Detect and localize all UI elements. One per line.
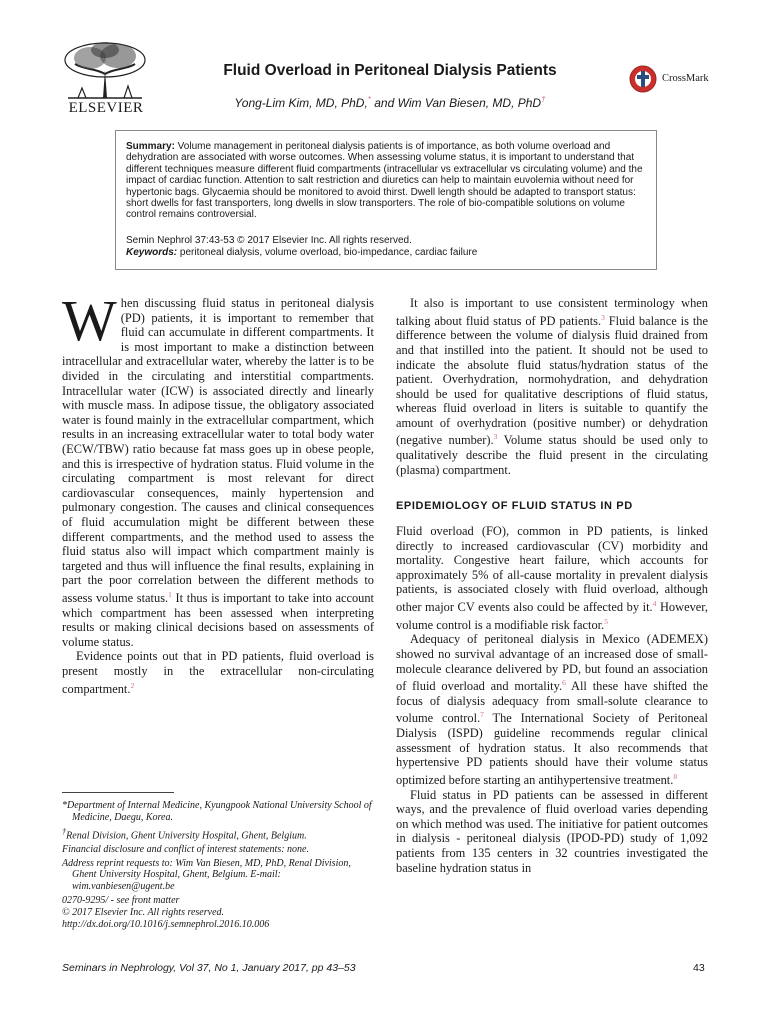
ademex-text: Adequacy of peritoneal dialysis in Mexico (ADEMEX) showed no survival advantage of an increased dose of small-molecule clearance delivered by PD, but found an association of fluid overload and mortality.	[396, 632, 708, 694]
footnote-mark: *	[62, 800, 67, 811]
citation-ref[interactable]: 8	[673, 771, 678, 781]
footnote-mark: †	[62, 826, 67, 836]
assessment-paragraph: Fluid status in PD patients can be assessed in different ways, and the prevalence of fluid overload varies depending on which method was used. The initiative for patient outcomes in dialysis - peritoneal dialysis (IPOD-PD) study of 1,092 patients from 135 centers in 32 countries investigated the baseline hydration status in	[396, 787, 708, 875]
evidence-text: Evidence points out that in PD patients, fluid overload is present mostly in the extracellular non-circulating compartment.	[62, 649, 374, 696]
footnote-issn: 0270-9295/ - see front matter	[62, 894, 180, 906]
footnote-disclosure: Financial disclosure and conflict of interest statements: none.	[62, 843, 309, 855]
drop-cap: W	[62, 288, 117, 353]
epidemiology-text: Fluid overload (FO), common in PD patients, is linked directly to increased cardiovascular (CV) morbidity and mortality. Congestive heart failure, which accounts for approximately 5% of all-cause mortality in prevalent dialysis patients, is associated closely with fluid overload, although other major CV events also could be affected by it.	[396, 523, 708, 615]
section-heading: EPIDEMIOLOGY OF FLUID STATUS IN PD	[396, 500, 633, 513]
journal-citation: Seminars in Nephrology, Vol 37, No 1, January 2017, pp 43–53	[62, 962, 356, 974]
summary-label: Summary:	[126, 141, 175, 152]
footnote-text: Renal Division, Ghent University Hospital, Ghent, Belgium.	[66, 829, 307, 841]
footnote-copyright: © 2017 Elsevier Inc. All rights reserved.	[62, 906, 225, 918]
footnote-divider	[62, 792, 174, 793]
intro-text: hen discussing fluid status in peritoneal dialysis (PD) patients, it is important to remember that fluid can accumulate in different compartments. It is most important to make a distinction between intracellular and extracellular water, whereby the latter is to be divided in the circulating and interstitial compartments. Intracellular water (ICW) is associated directly and linearly with muscle mass. In adipose tissue, the obligatory associated water is found mainly in the extracellular compartment, which results in an increasing extracellular water to total body water (ECW/TBW) ratio because fat mass goes up in obese people, and this is irrespective of hydration status. Fluid volume in the circulating compartment is most relevant for direct cardiovascular consequences, mainly hypertension and pulmonary congestion. The causes and clinical consequences of fluid accumulation might be different between these different compartments, and the method used to assess the fluid status also will impact which compartment mainly is targeted and thus will influence the final results, explaining in part the poor correlation between the different methods to assess volume status.	[62, 296, 374, 605]
ademex-text-3: The International Society of Peritoneal Dialysis (ISPD) guideline recommends regular clinical assessment of hydration status. It also recommends that hypertensive PD patients should have their volume status optimized before starting an antihypertensive treatment.	[396, 711, 708, 788]
footnote-doi-link[interactable]: http://dx.doi.org/10.1016/j.semnephrol.2016.10.006	[62, 918, 270, 930]
terminology-text: It also is important to use consistent terminology when talking about fluid status of PD patients.	[396, 296, 708, 328]
crossmark-label[interactable]: CrossMark	[662, 73, 709, 84]
left-column	[62, 288, 374, 696]
footnote-affiliation-1	[62, 800, 377, 824]
terminology-text-3: Volume status should be used only to qualitatively describe the fluid present in the circulating (plasma) compartment.	[396, 433, 708, 477]
author-1: Yong-Lim Kim, MD, PhD,	[234, 96, 368, 110]
terminology-paragraph	[396, 296, 708, 477]
ademex-text-2: All these have shifted the focus of dialysis adequacy from small-solute clearance to volume control.	[396, 679, 708, 726]
evidence-paragraph	[62, 649, 374, 696]
epidemiology-paragraph	[396, 524, 708, 632]
summary-body: Volume management in peritoneal dialysis patients is of importance, as both volume overload and dehydration are associated with worse outcomes. When assessing volume status, it is important to understand that different techniques measure different fluid compartments (intracellular vs extracellular vs circulating volume) and the impact of cardiac function. Attention to salt restriction and diuretics can help to maintain euvolemia without need for hypertonic bags. Glycaemia should be monitored to avoid thirst. Dwell length should be adapted to transport status: short dwells for fast transporters, long dwells in slow transporters. The role of bio-compatible solutions on volume control remains controversial.	[126, 141, 643, 221]
intro-paragraph	[62, 288, 374, 649]
author-1-mark: *	[367, 95, 371, 104]
journal-citation-footer	[62, 962, 356, 974]
footnote-affiliation-2	[62, 826, 377, 842]
citation-ref[interactable]: 3	[601, 312, 605, 322]
footnote-reprint: Address reprint requests to: Wim Van Biesen, MD, PhD, Renal Division, Ghent University Hospital, Ghent, Belgium. E-mail: wim.vanbiesen@ugent.be	[62, 857, 351, 893]
right-column	[396, 296, 708, 875]
keywords-line	[126, 247, 646, 258]
keywords: peritoneal dialysis, volume overload, bio-impedance, cardiac failure	[177, 247, 478, 258]
intro-text-tail: It thus is important to take into account which compartment has been assessed when interpreting results or making clinical decisions based on assessments of volume status.	[62, 591, 374, 649]
summary-box	[115, 130, 657, 270]
page-number: 43	[693, 962, 705, 974]
citation-ref[interactable]: 7	[480, 710, 484, 720]
summary-paragraph	[126, 141, 646, 221]
article-title: Fluid Overload in Peritoneal Dialysis Patients	[223, 62, 557, 79]
citation-ref[interactable]: 6	[562, 678, 566, 688]
summary-citation: Semin Nephrol 37:43-53 © 2017 Elsevier Inc. All rights reserved.	[126, 235, 412, 246]
author-2: and Wim Van Biesen, MD, PhD	[370, 96, 542, 110]
footnotes	[62, 800, 377, 930]
citation-ref[interactable]: 5	[604, 616, 608, 626]
author-2-mark: †	[541, 95, 546, 104]
citation-ref[interactable]: 3	[493, 432, 498, 442]
citation-ref[interactable]: 1	[168, 589, 172, 599]
citation-ref[interactable]: 2	[130, 680, 135, 690]
author-line	[160, 95, 620, 110]
epidemiology-text-2: However, volume control is a modifiable risk factor.	[396, 600, 708, 632]
terminology-text-2: Fluid balance is the difference between the volume of dialysis fluid drained from and that instilled into the patient. It should not be used to indicate the absolute fluid status/hydration status of the patient. Overhydration, normohydration, and dehydration should be used for qualitative descriptions of fluid status, whereas fluid overload in liters is suitable to quantify the amount of overhydration (positive number) or dehydration (negative number).	[396, 313, 709, 448]
footnote-text: Department of Internal Medicine, Kyungpook National University School of Medicine, Daegu, Korea.	[67, 800, 372, 823]
keywords-label: Keywords:	[126, 247, 178, 258]
publisher-name: ELSEVIER	[68, 100, 144, 116]
ademex-paragraph	[396, 632, 708, 787]
citation-ref[interactable]: 4	[652, 598, 657, 608]
